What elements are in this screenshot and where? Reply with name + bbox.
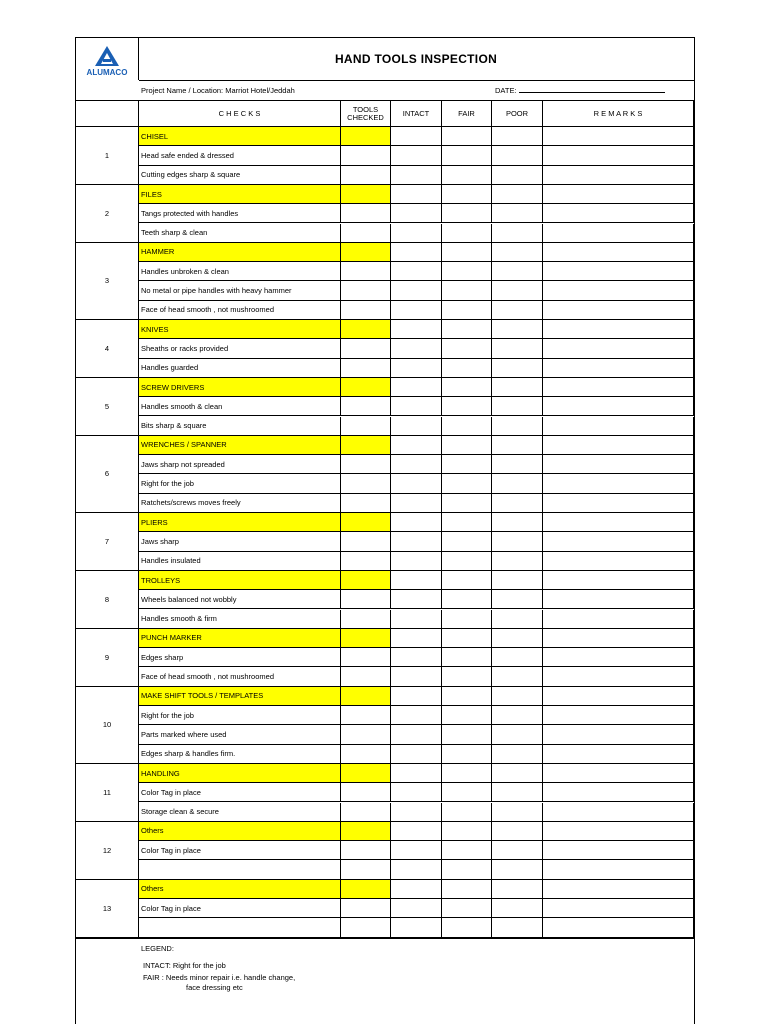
item-number: 6 (76, 436, 139, 513)
fair-cell[interactable] (442, 571, 492, 590)
remarks-cell[interactable] (543, 918, 694, 937)
fair-cell[interactable] (442, 745, 492, 764)
check-item-label: Color Tag in place (139, 899, 341, 918)
poor-cell[interactable] (492, 262, 543, 281)
fair-cell[interactable] (442, 166, 492, 185)
fair-cell[interactable] (442, 706, 492, 725)
intact-cell[interactable] (391, 841, 442, 860)
remarks-cell[interactable] (543, 436, 694, 455)
poor-cell[interactable] (492, 803, 543, 822)
tools-checked-cell[interactable] (341, 571, 391, 590)
fair-cell[interactable] (442, 803, 492, 822)
fair-cell[interactable] (442, 880, 492, 899)
remarks-cell[interactable] (543, 648, 694, 667)
remarks-cell[interactable] (543, 166, 694, 185)
poor-cell[interactable] (492, 417, 543, 436)
poor-cell[interactable] (492, 397, 543, 416)
remarks-cell[interactable] (543, 339, 694, 358)
fair-cell[interactable] (442, 918, 492, 937)
poor-cell[interactable] (492, 860, 543, 879)
poor-cell[interactable] (492, 610, 543, 629)
remarks-cell[interactable] (543, 667, 694, 686)
tool-category-label: CHISEL (139, 127, 341, 146)
item-number: 10 (76, 687, 139, 764)
fair-cell[interactable] (442, 822, 492, 841)
tools-checked-cell[interactable] (341, 783, 391, 802)
project-row (139, 80, 694, 101)
tools-checked-cell[interactable] (341, 687, 391, 706)
tools-checked-cell[interactable] (341, 378, 391, 397)
fair-cell[interactable] (442, 378, 492, 397)
poor-cell[interactable] (492, 455, 543, 474)
check-item-label: Teeth sharp & clean (139, 224, 341, 243)
intact-cell[interactable] (391, 301, 442, 320)
intact-cell[interactable] (391, 281, 442, 300)
intact-cell[interactable] (391, 571, 442, 590)
item-number: 11 (76, 764, 139, 822)
item-number: 3 (76, 243, 139, 320)
tools-checked-cell[interactable] (341, 146, 391, 165)
tools-checked-cell[interactable] (341, 880, 391, 899)
fair-cell[interactable] (442, 185, 492, 204)
remarks-cell[interactable] (543, 455, 694, 474)
poor-cell[interactable] (492, 146, 543, 165)
fair-cell[interactable] (442, 590, 492, 609)
poor-cell[interactable] (492, 822, 543, 841)
tools-checked-cell[interactable] (341, 822, 391, 841)
intact-cell[interactable] (391, 397, 442, 416)
remarks-cell[interactable] (543, 474, 694, 493)
poor-cell[interactable] (492, 243, 543, 262)
fair-cell[interactable] (442, 783, 492, 802)
intact-cell[interactable] (391, 359, 442, 378)
intact-cell[interactable] (391, 339, 442, 358)
tools-checked-cell[interactable] (341, 474, 391, 493)
tools-checked-cell[interactable] (341, 359, 391, 378)
intact-cell[interactable] (391, 262, 442, 281)
poor-cell[interactable] (492, 494, 543, 513)
check-item-label: Sheaths or racks provided (139, 339, 341, 358)
intact-cell[interactable] (391, 918, 442, 937)
fair-cell[interactable] (442, 436, 492, 455)
tools-checked-cell[interactable] (341, 803, 391, 822)
poor-cell[interactable] (492, 185, 543, 204)
intact-cell[interactable] (391, 590, 442, 609)
legend-title: LEGEND: (141, 943, 174, 953)
poor-cell[interactable] (492, 764, 543, 783)
poor-cell[interactable] (492, 474, 543, 493)
remarks-cell[interactable] (543, 243, 694, 262)
tool-category-label: SCREW DRIVERS (139, 378, 341, 397)
intact-cell[interactable] (391, 706, 442, 725)
tools-checked-cell[interactable] (341, 513, 391, 532)
poor-cell[interactable] (492, 899, 543, 918)
tools-checked-cell[interactable] (341, 590, 391, 609)
check-item-label: Jaws sharp not spreaded (139, 455, 341, 474)
tools-checked-header: TOOLS CHECKED (341, 100, 391, 127)
remarks-cell[interactable] (543, 204, 694, 223)
intact-cell[interactable] (391, 127, 442, 146)
item-number: 12 (76, 822, 139, 880)
poor-cell[interactable] (492, 571, 543, 590)
legend-intact: INTACT: Right for the job (143, 960, 226, 970)
fair-cell[interactable] (442, 474, 492, 493)
tools-checked-cell[interactable] (341, 899, 391, 918)
fair-cell[interactable] (442, 494, 492, 513)
intact-cell[interactable] (391, 667, 442, 686)
tools-checked-cell[interactable] (341, 301, 391, 320)
fair-cell[interactable] (442, 146, 492, 165)
remarks-cell[interactable] (543, 494, 694, 513)
check-item-label: Face of head smooth , not mushroomed (139, 301, 341, 320)
tools-checked-cell[interactable] (341, 455, 391, 474)
tools-checked-cell[interactable] (341, 745, 391, 764)
check-item-label: No metal or pipe handles with heavy hammer (139, 281, 341, 300)
poor-cell[interactable] (492, 281, 543, 300)
remarks-cell[interactable] (543, 359, 694, 378)
poor-cell[interactable] (492, 359, 543, 378)
tools-checked-cell[interactable] (341, 185, 391, 204)
tools-checked-cell[interactable] (341, 725, 391, 744)
poor-cell[interactable] (492, 725, 543, 744)
tools-checked-cell[interactable] (341, 204, 391, 223)
tool-category-label: HAMMER (139, 243, 341, 262)
tools-checked-cell[interactable] (341, 397, 391, 416)
intact-cell[interactable] (391, 436, 442, 455)
intact-cell[interactable] (391, 880, 442, 899)
intact-cell[interactable] (391, 629, 442, 648)
remarks-cell[interactable] (543, 301, 694, 320)
check-item-label: Parts marked where used (139, 725, 341, 744)
fair-cell[interactable] (442, 417, 492, 436)
intact-cell[interactable] (391, 899, 442, 918)
fair-cell[interactable] (442, 629, 492, 648)
item-number: 5 (76, 378, 139, 436)
item-number: 9 (76, 629, 139, 687)
poor-header: POOR (492, 100, 543, 127)
intact-cell[interactable] (391, 378, 442, 397)
tools-checked-cell[interactable] (341, 552, 391, 571)
tools-checked-cell[interactable] (341, 648, 391, 667)
intact-cell[interactable] (391, 610, 442, 629)
poor-cell[interactable] (492, 783, 543, 802)
poor-cell[interactable] (492, 590, 543, 609)
poor-cell[interactable] (492, 532, 543, 551)
remarks-cell[interactable] (543, 764, 694, 783)
check-item-label: Wheels balanced not wobbly (139, 590, 341, 609)
tools-checked-cell[interactable] (341, 494, 391, 513)
remarks-cell[interactable] (543, 610, 694, 629)
check-item-label: Color Tag in place (139, 783, 341, 802)
fair-cell[interactable] (442, 339, 492, 358)
remarks-cell[interactable] (543, 552, 694, 571)
intact-cell[interactable] (391, 204, 442, 223)
remarks-cell[interactable] (543, 860, 694, 879)
item-number: 4 (76, 320, 139, 378)
poor-cell[interactable] (492, 320, 543, 339)
check-item-label (139, 860, 341, 879)
check-item-label: Handles guarded (139, 359, 341, 378)
check-item-label: Handles insulated (139, 552, 341, 571)
intact-header: INTACT (391, 100, 442, 127)
remarks-cell[interactable] (543, 745, 694, 764)
remarks-cell[interactable] (543, 262, 694, 281)
check-item-label: Handles smooth & firm (139, 610, 341, 629)
intact-cell[interactable] (391, 243, 442, 262)
check-item-label: Ratchets/screws moves freely (139, 494, 341, 513)
poor-cell[interactable] (492, 378, 543, 397)
tools-checked-cell[interactable] (341, 224, 391, 243)
poor-cell[interactable] (492, 436, 543, 455)
poor-cell[interactable] (492, 224, 543, 243)
check-item-label: Face of head smooth , not mushroomed (139, 667, 341, 686)
tool-category-label: KNIVES (139, 320, 341, 339)
check-item-label (139, 918, 341, 937)
fair-cell[interactable] (442, 667, 492, 686)
fair-cell[interactable] (442, 687, 492, 706)
tools-checked-cell[interactable] (341, 610, 391, 629)
check-item-label: Bits sharp & square (139, 417, 341, 436)
intact-cell[interactable] (391, 860, 442, 879)
tools-checked-cell[interactable] (341, 629, 391, 648)
poor-cell[interactable] (492, 648, 543, 667)
tools-checked-cell[interactable] (341, 706, 391, 725)
check-item-label: Storage clean & secure (139, 803, 341, 822)
check-item-label: Right for the job (139, 474, 341, 493)
date-field-line[interactable] (519, 92, 665, 93)
fair-cell[interactable] (442, 127, 492, 146)
remarks-cell[interactable] (543, 571, 694, 590)
fair-cell[interactable] (442, 552, 492, 571)
fair-cell[interactable] (442, 648, 492, 667)
intact-cell[interactable] (391, 725, 442, 744)
tool-category-label: MAKE SHIFT TOOLS / TEMPLATES (139, 687, 341, 706)
poor-cell[interactable] (492, 629, 543, 648)
intact-cell[interactable] (391, 783, 442, 802)
fair-cell[interactable] (442, 610, 492, 629)
fair-cell[interactable] (442, 281, 492, 300)
page-title: HAND TOOLS INSPECTION (334, 52, 498, 66)
legend-fair-continued: face dressing etc (186, 982, 243, 992)
tool-category-label: Others (139, 880, 341, 899)
fair-header: FAIR (442, 100, 492, 127)
tools-checked-cell[interactable] (341, 127, 391, 146)
remarks-cell[interactable] (543, 281, 694, 300)
remarks-cell[interactable] (543, 687, 694, 706)
tools-checked-cell[interactable] (341, 243, 391, 262)
tools-checked-cell[interactable] (341, 339, 391, 358)
item-number: 13 (76, 880, 139, 938)
tools-checked-cell[interactable] (341, 841, 391, 860)
check-item-label: Color Tag in place (139, 841, 341, 860)
tools-checked-cell[interactable] (341, 166, 391, 185)
date-label: DATE: (495, 86, 517, 95)
tools-checked-cell[interactable] (341, 918, 391, 937)
tools-checked-cell[interactable] (341, 320, 391, 339)
intact-cell[interactable] (391, 474, 442, 493)
fair-cell[interactable] (442, 513, 492, 532)
fair-cell[interactable] (442, 243, 492, 262)
check-item-label: Handles smooth & clean (139, 397, 341, 416)
fair-cell[interactable] (442, 359, 492, 378)
intact-cell[interactable] (391, 803, 442, 822)
tool-category-label: TROLLEYS (139, 571, 341, 590)
intact-cell[interactable] (391, 513, 442, 532)
item-number: 7 (76, 513, 139, 571)
intact-cell[interactable] (391, 455, 442, 474)
poor-cell[interactable] (492, 667, 543, 686)
check-item-label: Head safe ended & dressed (139, 146, 341, 165)
item-number: 8 (76, 571, 139, 629)
intact-cell[interactable] (391, 320, 442, 339)
remarks-cell[interactable] (543, 590, 694, 609)
intact-cell[interactable] (391, 745, 442, 764)
company-name: ALUMACO (86, 68, 128, 77)
poor-cell[interactable] (492, 745, 543, 764)
poor-cell[interactable] (492, 513, 543, 532)
intact-cell[interactable] (391, 648, 442, 667)
tool-category-label: Others (139, 822, 341, 841)
tools-checked-cell[interactable] (341, 860, 391, 879)
check-item-label: Edges sharp (139, 648, 341, 667)
project-label: Project Name / Location: Marriot Hotel/Jeddah (141, 86, 295, 95)
tool-category-label: PUNCH MARKER (139, 629, 341, 648)
remarks-header: R E M A R K S (543, 100, 694, 127)
poor-cell[interactable] (492, 687, 543, 706)
checks-header: C H E C K S (139, 100, 341, 127)
remarks-cell[interactable] (543, 185, 694, 204)
remarks-cell[interactable] (543, 320, 694, 339)
poor-cell[interactable] (492, 706, 543, 725)
fair-cell[interactable] (442, 262, 492, 281)
remarks-cell[interactable] (543, 803, 694, 822)
intact-cell[interactable] (391, 822, 442, 841)
fair-cell[interactable] (442, 301, 492, 320)
poor-cell[interactable] (492, 918, 543, 937)
tools-checked-cell[interactable] (341, 436, 391, 455)
intact-cell[interactable] (391, 532, 442, 551)
remarks-cell[interactable] (543, 532, 694, 551)
fair-cell[interactable] (442, 455, 492, 474)
check-item-label: Edges sharp & handles firm. (139, 745, 341, 764)
fair-cell[interactable] (442, 224, 492, 243)
remarks-cell[interactable] (543, 880, 694, 899)
remarks-cell[interactable] (543, 725, 694, 744)
fair-cell[interactable] (442, 532, 492, 551)
remarks-cell[interactable] (543, 397, 694, 416)
remarks-cell[interactable] (543, 513, 694, 532)
intact-cell[interactable] (391, 494, 442, 513)
remarks-cell[interactable] (543, 629, 694, 648)
intact-cell[interactable] (391, 552, 442, 571)
remarks-cell[interactable] (543, 822, 694, 841)
poor-cell[interactable] (492, 339, 543, 358)
intact-cell[interactable] (391, 687, 442, 706)
tools-checked-cell[interactable] (341, 281, 391, 300)
fair-cell[interactable] (442, 899, 492, 918)
tools-checked-cell[interactable] (341, 417, 391, 436)
poor-cell[interactable] (492, 841, 543, 860)
poor-cell[interactable] (492, 301, 543, 320)
alumaco-logo-icon (79, 44, 135, 78)
fair-cell[interactable] (442, 725, 492, 744)
poor-cell[interactable] (492, 127, 543, 146)
check-item-label: Cutting edges sharp & square (139, 166, 341, 185)
item-number: 2 (76, 185, 139, 243)
fair-cell[interactable] (442, 860, 492, 879)
poor-cell[interactable] (492, 880, 543, 899)
remarks-cell[interactable] (543, 146, 694, 165)
check-item-label: Handles unbroken & clean (139, 262, 341, 281)
tools-checked-cell[interactable] (341, 667, 391, 686)
fair-cell[interactable] (442, 204, 492, 223)
tool-category-label: PLIERS (139, 513, 341, 532)
check-item-label: Jaws sharp (139, 532, 341, 551)
poor-cell[interactable] (492, 166, 543, 185)
intact-cell[interactable] (391, 224, 442, 243)
fair-cell[interactable] (442, 764, 492, 783)
intact-cell[interactable] (391, 417, 442, 436)
fair-cell[interactable] (442, 397, 492, 416)
company-logo (76, 38, 139, 80)
intact-cell[interactable] (391, 764, 442, 783)
intact-cell[interactable] (391, 166, 442, 185)
remarks-cell[interactable] (543, 378, 694, 397)
remarks-cell[interactable] (543, 899, 694, 918)
remarks-cell[interactable] (543, 127, 694, 146)
poor-cell[interactable] (492, 552, 543, 571)
remarks-cell[interactable] (543, 224, 694, 243)
number-header (76, 100, 139, 127)
inspection-sheet (75, 37, 695, 1024)
remarks-cell[interactable] (543, 783, 694, 802)
tool-category-label: HANDLING (139, 764, 341, 783)
intact-cell[interactable] (391, 185, 442, 204)
check-item-label: Right for the job (139, 706, 341, 725)
check-item-label: Tangs protected with handles (139, 204, 341, 223)
item-number: 1 (76, 127, 139, 185)
tool-category-label: WRENCHES / SPANNER (139, 436, 341, 455)
tools-checked-cell[interactable] (341, 532, 391, 551)
remarks-cell[interactable] (543, 841, 694, 860)
remarks-cell[interactable] (543, 706, 694, 725)
legend-fair: FAIR : Needs minor repair i.e. handle change, (143, 972, 296, 982)
fair-cell[interactable] (442, 841, 492, 860)
legend (76, 938, 694, 1026)
intact-cell[interactable] (391, 146, 442, 165)
tools-checked-cell[interactable] (341, 764, 391, 783)
poor-cell[interactable] (492, 204, 543, 223)
remarks-cell[interactable] (543, 417, 694, 436)
fair-cell[interactable] (442, 320, 492, 339)
tools-checked-cell[interactable] (341, 262, 391, 281)
tool-category-label: FILES (139, 185, 341, 204)
